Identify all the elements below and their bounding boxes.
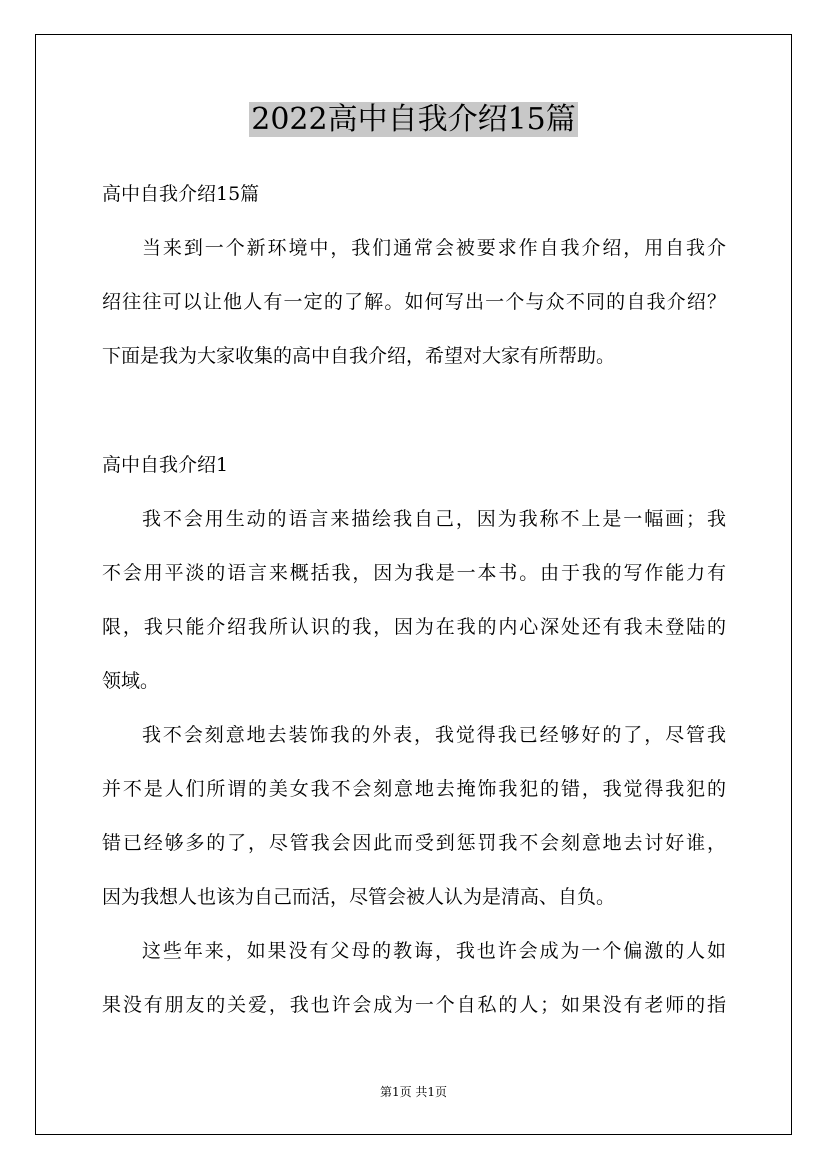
paragraph-line: 因为我想人也该为自己而活，尽管会被人认为是清高、自负。 <box>102 886 616 908</box>
paragraph-line: 这些年来，如果没有父母的教诲，我也许会成为一个偏激的人如 <box>142 940 726 962</box>
paragraph-line: 我不会用生动的语言来描绘我自己，因为我称不上是一幅画；我 <box>142 508 726 530</box>
paragraph-line: 限，我只能介绍我所认识的我，因为在我的内心深处还有我未登陆的 <box>102 616 726 638</box>
paragraph-line: 错已经够多的了，尽管我会因此而受到惩罚我不会刻意地去讨好谁， <box>102 832 726 854</box>
page-footer: 第1页 共1页 <box>379 1085 448 1099</box>
intro-line: 当来到一个新环境中，我们通常会被要求作自我介绍，用自我介 <box>142 237 726 259</box>
paragraph-line: 我不会刻意地去装饰我的外表，我觉得我已经够好的了，尽管我 <box>142 724 726 746</box>
paragraph-line: 领域。 <box>102 670 160 692</box>
paragraph-line: 果没有朋友的关爱，我也许会成为一个自私的人；如果没有老师的指 <box>102 994 726 1016</box>
section-heading: 高中自我介绍1 <box>102 454 229 476</box>
intro-line: 绍往往可以让他人有一定的了解。如何写出一个与众不同的自我介绍？ <box>102 291 726 313</box>
paragraph-line: 并不是人们所谓的美女我不会刻意地去掩饰我犯的错，我觉得我犯的 <box>102 778 726 800</box>
paragraph-line: 不会用平淡的语言来概括我，因为我是一本书。由于我的写作能力有 <box>102 562 726 584</box>
document-title: 2022高中自我介绍15篇 <box>251 102 576 137</box>
document-subtitle: 高中自我介绍15篇 <box>102 183 260 205</box>
intro-line: 下面是我为大家收集的高中自我介绍，希望对大家有所帮助。 <box>102 345 616 367</box>
